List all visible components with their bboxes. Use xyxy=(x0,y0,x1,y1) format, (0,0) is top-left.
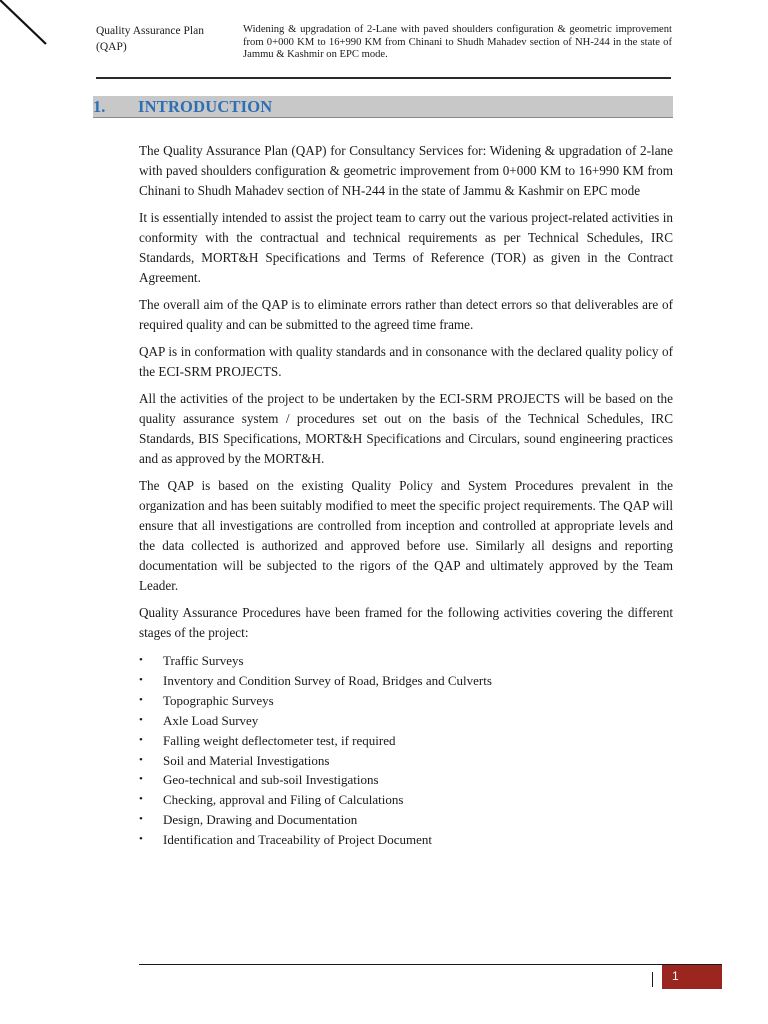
page-number-badge xyxy=(662,965,722,989)
footer-rule xyxy=(139,964,722,965)
bullet-icon: • xyxy=(139,773,143,786)
body-content xyxy=(139,141,673,850)
bullet-icon: • xyxy=(139,793,143,806)
list-item xyxy=(139,691,673,711)
list-item-text: Geo-technical and sub-soil Investigations xyxy=(163,772,379,788)
bullet-icon: • xyxy=(139,693,143,706)
paragraph: Quality Assurance Procedures have been framed for the following activities covering the different stages of the project: xyxy=(139,605,673,640)
list-item xyxy=(139,751,673,771)
list-item xyxy=(139,711,673,731)
list-item-text: Topographic Surveys xyxy=(163,692,274,708)
list-item-text: Design, Drawing and Documentation xyxy=(163,812,358,828)
activity-list xyxy=(139,651,673,850)
footer-divider xyxy=(652,972,653,987)
paragraph: The Quality Assurance Plan (QAP) for Consultancy Services for: Widening & upgradation of 2-lane with paved shoulders configuration & geometric improvement from 0+000 KM to 16+990 KM from Chinani to Shudh Mahadev section of NH-244 in the state of Jammu & Kashmir on EPC mode xyxy=(139,143,673,198)
header-rule xyxy=(96,77,671,79)
list-item xyxy=(139,810,673,830)
bullet-icon: • xyxy=(139,654,143,666)
list-item-text: Identification and Traceability of Project Document xyxy=(163,832,432,848)
bullet-icon: • xyxy=(139,733,143,746)
bullet-icon: • xyxy=(139,813,143,826)
paragraph: The overall aim of the QAP is to eliminate errors rather than detect errors so that deliverables are of required quality and can be submitted to the agreed time frame. xyxy=(139,297,673,332)
header-project-title: Widening & upgradation of 2-Lane with paved shoulders configuration & geometric improvement from 0+000 KM to 16+990 KM from Chinani to Shudh Mahadev section of NH-244 in the state of Jammu & Kashmir on EPC mode. xyxy=(243,24,672,60)
bullet-icon: • xyxy=(139,673,143,686)
header-document-type: Quality Assurance Plan (QAP) xyxy=(96,25,204,53)
list-item xyxy=(139,830,673,850)
page-number: 1 xyxy=(672,969,679,983)
list-item xyxy=(139,770,673,790)
list-item xyxy=(139,790,673,810)
list-item xyxy=(139,651,673,671)
list-item-text: Inventory and Condition Survey of Road, Bridges and Culverts xyxy=(163,672,492,688)
paragraph: It is essentially intended to assist the project team to carry out the various project-related activities in conformity with the contractual and technical requirements as per Technical Schedules, IRC Standards, MORT&H Specifications and Terms of Reference (TOR) as given in the Contract Agreement. xyxy=(139,210,673,285)
list-item-text: Traffic Surveys xyxy=(163,653,244,668)
bullet-icon: • xyxy=(139,753,143,766)
section-number: 1. xyxy=(93,97,106,116)
section-title: INTRODUCTION xyxy=(138,97,273,116)
section-heading xyxy=(93,96,673,118)
list-item-text: Axle Load Survey xyxy=(163,712,259,728)
list-item xyxy=(139,671,673,691)
list-item xyxy=(139,731,673,751)
bullet-icon: • xyxy=(139,833,143,846)
paragraph: The QAP is based on the existing Quality Policy and System Procedures prevalent in the organization and has been suitably modified to meet the specific project requirements. The QAP will ensure that all investigations are controlled from inception and controlled at appropriate levels and the data collected is authorized and approved before use. Similarly all designs and reporting documentation will be subjected to the rigors of the QAP and ultimately approved by the Team Leader. xyxy=(139,478,673,593)
bullet-icon: • xyxy=(139,713,143,726)
list-item-text: Soil and Material Investigations xyxy=(163,752,330,768)
list-item-text: Checking, approval and Filing of Calculations xyxy=(163,792,404,808)
paragraph: All the activities of the project to be undertaken by the ECI-SRM PROJECTS will be based on the quality assurance system / procedures set out on the basis of the Technical Schedules, IRC Standards, BIS Specifications, MORT&H Specifications and Circulars, sound engineering practices and as approved by the MORT&H. xyxy=(139,391,673,466)
list-item-text: Falling weight deflectometer test, if required xyxy=(163,732,396,748)
paragraph: QAP is in conformation with quality standards and in consonance with the declared quality policy of the ECI-SRM PROJECTS. xyxy=(139,344,673,379)
